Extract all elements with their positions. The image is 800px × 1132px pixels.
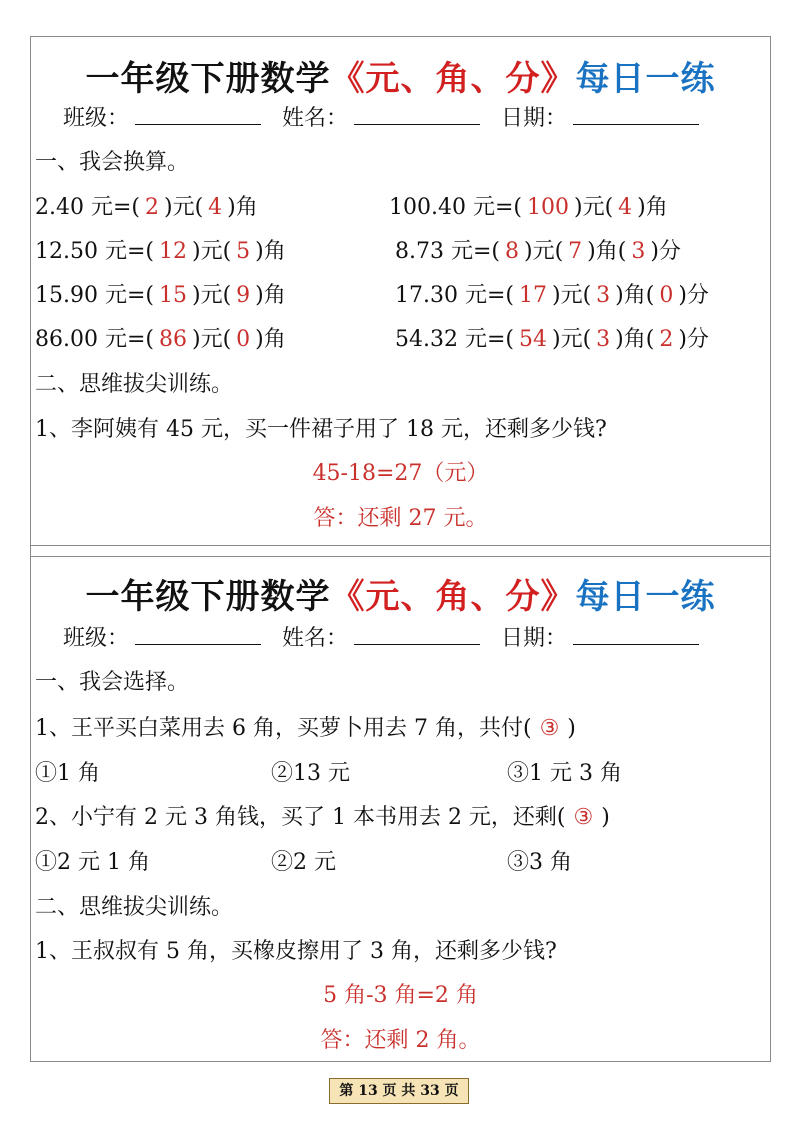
- conversion-text: 17.30 元=(: [395, 283, 514, 308]
- conversion-text: )分: [678, 327, 709, 352]
- conversion-text: )角: [255, 283, 286, 308]
- title-topic: 《元、角、分》: [330, 577, 576, 617]
- student-info-row: [63, 625, 705, 653]
- worksheet-1-title: [31, 51, 770, 100]
- conversion-text: )元(: [552, 327, 592, 352]
- conversion-item: [35, 326, 286, 354]
- conversion-text: )分: [678, 283, 709, 308]
- name-field[interactable]: [354, 106, 480, 125]
- answer-value: 4: [208, 195, 223, 220]
- name-field[interactable]: [354, 626, 480, 645]
- answer-choice: ③: [539, 716, 560, 741]
- conversion-text: )元(: [524, 239, 564, 264]
- question-text: 1、王平买白菜用去 6 角，买萝卜用去 7 角，共付(: [35, 716, 532, 741]
- option-1: ①2 元 1 角: [35, 850, 150, 875]
- title-grade: 一年级下册数学: [85, 59, 331, 99]
- answer-value: 4: [618, 195, 633, 220]
- conversion-text: )元(: [192, 239, 232, 264]
- option-3: ③3 角: [507, 850, 572, 875]
- answer-value: 2: [145, 195, 159, 220]
- answer-sentence: 答：还剩 27 元。: [313, 506, 488, 531]
- answer-value: 3: [596, 283, 611, 308]
- answer-value: 0: [659, 283, 674, 308]
- conversion-item: [395, 326, 709, 354]
- conversion-text: 12.50 元=(: [35, 239, 154, 264]
- option-2: ②2 元: [271, 850, 336, 875]
- conversion-item: [389, 194, 668, 222]
- answer-sentence: 答：还剩 2 角。: [320, 1028, 481, 1053]
- section-heading: 一、我会选择。: [35, 670, 190, 695]
- conversion-text: )角(: [587, 239, 627, 264]
- question-text: ): [601, 805, 610, 830]
- word-problem: 1、王叔叔有 5 角，买橡皮擦用了 3 角，还剩多少钱?: [35, 939, 557, 964]
- worksheet-1: [30, 36, 771, 546]
- answer-calculation: 45-18=27（元）: [312, 461, 489, 486]
- answer-value: 7: [568, 239, 583, 264]
- worksheet-2-title: [31, 569, 770, 618]
- answer-value: 15: [159, 283, 187, 308]
- section-heading: 二、思维拔尖训练。: [35, 372, 234, 397]
- conversion-text: 86.00 元=(: [35, 327, 154, 352]
- option-3: ③1 元 3 角: [507, 761, 622, 786]
- conversion-text: )分: [650, 239, 681, 264]
- answer-value: 2: [659, 327, 674, 352]
- title-daily: 每日一练: [575, 577, 716, 617]
- date-label: 日期：: [501, 626, 568, 651]
- name-label: 姓名：: [282, 106, 349, 131]
- class-label: 班级：: [63, 106, 130, 131]
- choice-question: [35, 804, 610, 832]
- answer-value: 5: [236, 239, 251, 264]
- answer-value: 3: [631, 239, 646, 264]
- word-problem: 1、李阿姨有 45 元，买一件裙子用了 18 元，还剩多少钱?: [35, 417, 607, 442]
- choice-question: [35, 715, 576, 743]
- name-label: 姓名：: [282, 626, 349, 651]
- conversion-text: )元(: [552, 283, 592, 308]
- date-field[interactable]: [573, 626, 699, 645]
- conversion-text: 2.40 元=(: [35, 195, 140, 220]
- answer-value: 100: [527, 195, 569, 220]
- conversion-item: [395, 282, 709, 310]
- section-heading: 一、我会换算。: [35, 150, 190, 175]
- answer-value: 3: [596, 327, 611, 352]
- conversion-text: 15.90 元=(: [35, 283, 154, 308]
- question-text: 2、小宁有 2 元 3 角钱，买了 1 本书用去 2 元，还剩(: [35, 805, 566, 830]
- title-topic: 《元、角、分》: [330, 59, 576, 99]
- class-label: 班级：: [63, 626, 130, 651]
- answer-value: 0: [236, 327, 251, 352]
- conversion-text: )角: [255, 239, 286, 264]
- conversion-item: [35, 282, 286, 310]
- conversion-text: )角(: [615, 283, 655, 308]
- answer-value: 12: [159, 239, 187, 264]
- option-2: ②13 元: [271, 761, 350, 786]
- conversion-item: [35, 238, 286, 266]
- class-field[interactable]: [135, 626, 261, 645]
- conversion-text: )角: [637, 195, 668, 220]
- conversion-item: [35, 194, 258, 222]
- conversion-text: )元(: [574, 195, 614, 220]
- answer-calculation: 5 角-3 角=2 角: [323, 983, 478, 1008]
- title-grade: 一年级下册数学: [85, 577, 331, 617]
- answer-value: 17: [519, 283, 547, 308]
- worksheet-2: [30, 556, 771, 1062]
- student-info-row: [63, 105, 705, 133]
- sheet-separator: [30, 546, 771, 556]
- title-daily: 每日一练: [575, 59, 716, 99]
- section-heading: 二、思维拔尖训练。: [35, 895, 234, 920]
- answer-value: 9: [236, 283, 251, 308]
- answer-value: 8: [505, 239, 519, 264]
- conversion-text: )角: [227, 195, 258, 220]
- conversion-text: )元(: [164, 195, 204, 220]
- conversion-text: 54.32 元=(: [395, 327, 514, 352]
- page-number: 第 13 页 共 33 页: [329, 1078, 469, 1104]
- date-label: 日期：: [501, 106, 568, 131]
- answer-value: 86: [159, 327, 187, 352]
- conversion-item: [395, 238, 681, 266]
- class-field[interactable]: [135, 106, 261, 125]
- conversion-text: )元(: [192, 283, 232, 308]
- answer-choice: ③: [573, 805, 594, 830]
- conversion-text: )角(: [615, 327, 655, 352]
- option-1: ①1 角: [35, 761, 100, 786]
- conversion-text: 100.40 元=(: [389, 195, 522, 220]
- answer-value: 54: [519, 327, 547, 352]
- conversion-text: 8.73 元=(: [395, 239, 500, 264]
- date-field[interactable]: [573, 106, 699, 125]
- conversion-text: )角: [255, 327, 286, 352]
- question-text: ): [567, 716, 576, 741]
- conversion-text: )元(: [192, 327, 232, 352]
